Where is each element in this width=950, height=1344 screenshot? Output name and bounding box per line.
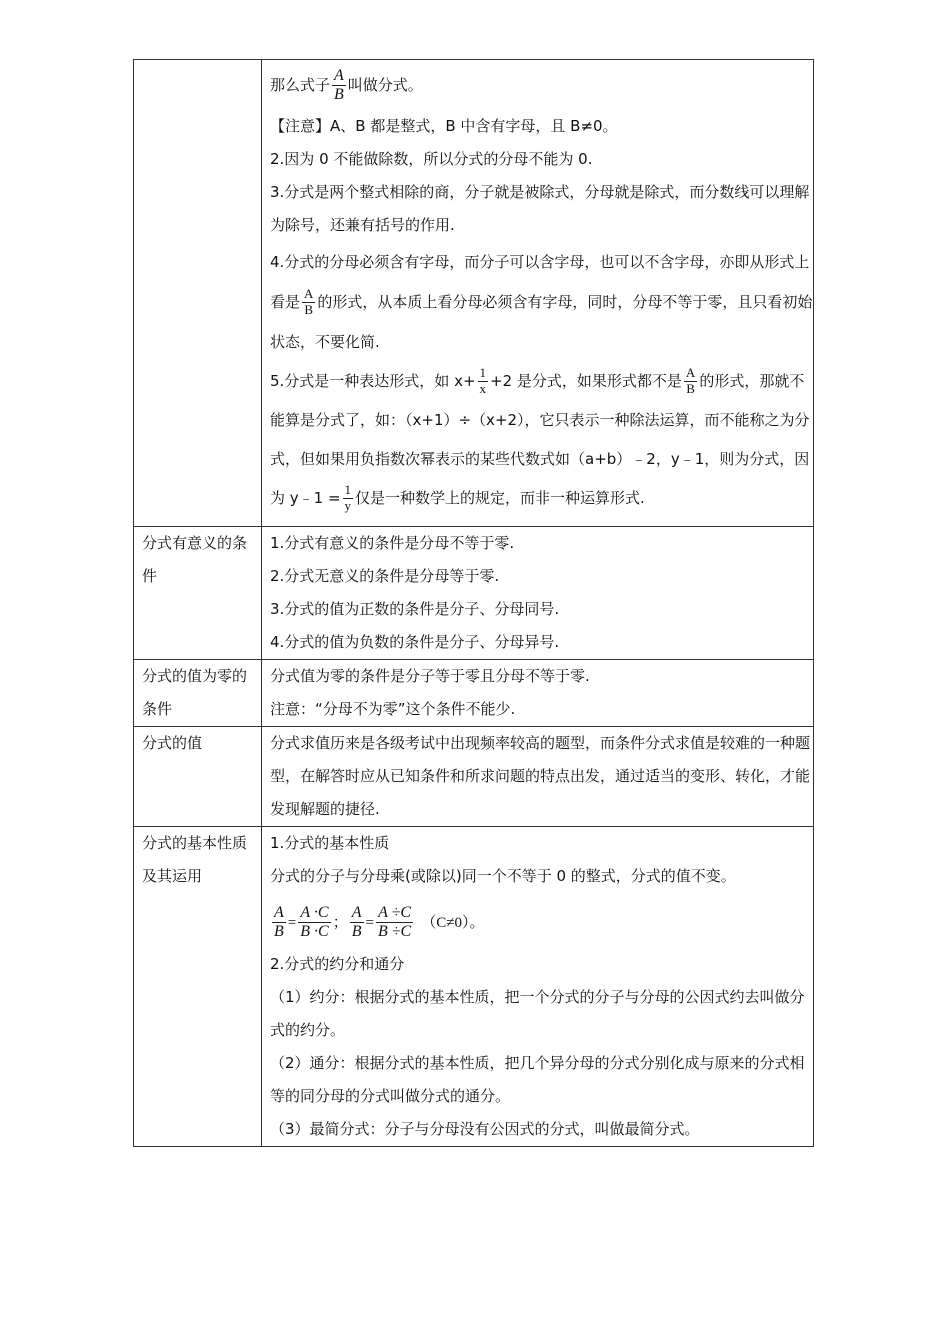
list-item: 分式值为零的条件是分子等于零且分母不等于零. — [270, 667, 590, 685]
fraction-numerator: 1 — [479, 365, 487, 381]
row3-label-cell: 分式的值为零的条件 — [134, 660, 262, 727]
table-row — [134, 60, 814, 527]
fraction-denominator: B — [304, 302, 314, 317]
fraction-numerator: A — [304, 286, 314, 302]
row1-label-cell — [134, 60, 262, 527]
fraction-numerator: A — [332, 67, 346, 86]
list-item: 3.分式的值为正数的条件是分子、分母同号. — [270, 600, 560, 618]
fraction-numerator: A ÷C — [376, 904, 413, 923]
paragraph-5-a: 5.分式是一种表达形式，如 x+ — [270, 372, 476, 390]
paragraph-2: 2.因为 0 不能做除数，所以分式的分母不能为 0. — [270, 150, 593, 168]
paragraph-4-post: 的形式，从本质上看分母必须含有字母，同时，分母不等于零，且只看初始状态，不要化简. — [270, 293, 813, 351]
row4-label-cell: 分式的值 — [134, 727, 262, 827]
paragraph-5-d: 仅是一种数学上的规定，而非一种运算形式. — [355, 489, 645, 507]
equals-sign: = — [287, 915, 297, 931]
condition-text: （C≠0）。 — [421, 915, 485, 931]
row5-content-cell — [262, 827, 814, 1147]
list-item: （2）通分：根据分式的基本性质，把几个异分母的分式分别化成与原来的分式相等的同分母的分式叫做分式的通分。 — [270, 1054, 805, 1105]
fraction-numerator: A — [685, 365, 696, 381]
equals-sign: = — [365, 915, 374, 931]
list-item: 1.分式有意义的条件是分母不等于零. — [270, 534, 515, 552]
fraction-denominator: x — [479, 381, 487, 396]
row2-content-cell — [262, 527, 814, 660]
row2-label-cell: 分式有意义的条件 — [134, 527, 262, 660]
row1-content-cell — [262, 60, 814, 527]
fraction-a-over-b — [272, 904, 286, 942]
fraction-one-over-x — [478, 366, 489, 397]
row5-label-cell: 分式的基本性质及其运用 — [134, 827, 262, 1147]
fraction-numerator: A ·C — [298, 904, 330, 923]
section-heading-1: 1.分式的基本性质 — [270, 834, 390, 852]
paragraph-5 — [270, 362, 813, 526]
separator: ； — [332, 913, 348, 931]
note-line: 【注意】A、B 都是整式，B 中含有字母，且 B≠0。 — [270, 117, 618, 135]
fraction-denominator: B ·C — [300, 923, 329, 940]
list-item: 2.分式无意义的条件是分母等于零. — [270, 567, 500, 585]
paragraph-5-c: 的形式，那就不能算是分式了，如：（x+1）÷（x+2），它只表示一种除法运算，而不能称之为分式，但如果用负指数次幂表示的某些代数式如（a+b）﹣2，y﹣1，则为分式，因为 y﹣1 = — [270, 372, 810, 507]
fraction-ac-over-bc — [298, 904, 330, 942]
fraction-denominator: B — [686, 381, 695, 396]
content-table — [133, 59, 814, 1147]
paragraph-4-pre: 4.分式的分母必须含有字母，而分子可以含字母，也可以不含字母，亦即从形式上看是 — [270, 253, 810, 311]
fraction-denominator: B — [274, 923, 284, 940]
fraction-numerator: 1 — [344, 482, 352, 498]
table-row — [134, 827, 814, 1147]
list-item: （1）约分：根据分式的基本性质，把一个分式的分子与分母的公因式约去叫做分式的约分。 — [270, 988, 805, 1039]
fraction-a-div-c-over-b-div-c — [376, 904, 413, 942]
fraction-a-over-b-small-2 — [684, 366, 697, 397]
property-formula — [270, 893, 813, 948]
fraction-a-over-b-2 — [350, 904, 364, 942]
paragraph-3: 3.分式是两个整式相除的商，分子就是被除式，分母就是除式，而分数线可以理解为除号，还兼有括号的作用. — [270, 183, 810, 234]
property-statement: 分式的分子与分母乘(或除以)同一个不等于 0 的整式，分式的值不变。 — [270, 867, 736, 885]
definition-post: 叫做分式。 — [347, 76, 423, 94]
fraction-a-over-b — [332, 67, 346, 105]
fraction-denominator: B — [351, 923, 362, 940]
definition-pre: 那么式子 — [270, 76, 331, 94]
list-item: 注意：“分母不为零”这个条件不能少. — [270, 700, 516, 718]
row4-content-cell: 分式求值历来是各级考试中出现频率较高的题型，而条件分式求值是较难的一种题型，在解答时应从已知条件和所求问题的特点出发，通过适当的变形、转化，才能发现解题的捷径. — [262, 727, 814, 827]
fraction-a-over-b-small — [302, 287, 315, 318]
definition-line — [270, 62, 813, 108]
fraction-numerator: A — [272, 904, 286, 923]
fraction-denominator: B ÷C — [377, 923, 412, 940]
table-row — [134, 660, 814, 727]
fraction-denominator: B — [334, 86, 344, 103]
paragraph-5-b: +2 是分式，如果形式都不是 — [490, 372, 682, 390]
row3-content-cell — [262, 660, 814, 727]
list-item: （3）最简分式：分子与分母没有公因式的分式，叫做最简分式。 — [270, 1120, 700, 1138]
fraction-one-over-y — [343, 483, 354, 514]
table-row — [134, 527, 814, 660]
table-row — [134, 727, 814, 827]
list-item: 4.分式的值为负数的条件是分子、分母异号. — [270, 633, 560, 651]
section-heading-2: 2.分式的约分和通分 — [270, 955, 405, 973]
fraction-denominator: y — [344, 498, 352, 513]
paragraph-4 — [270, 242, 813, 362]
fraction-numerator: A — [350, 904, 364, 923]
